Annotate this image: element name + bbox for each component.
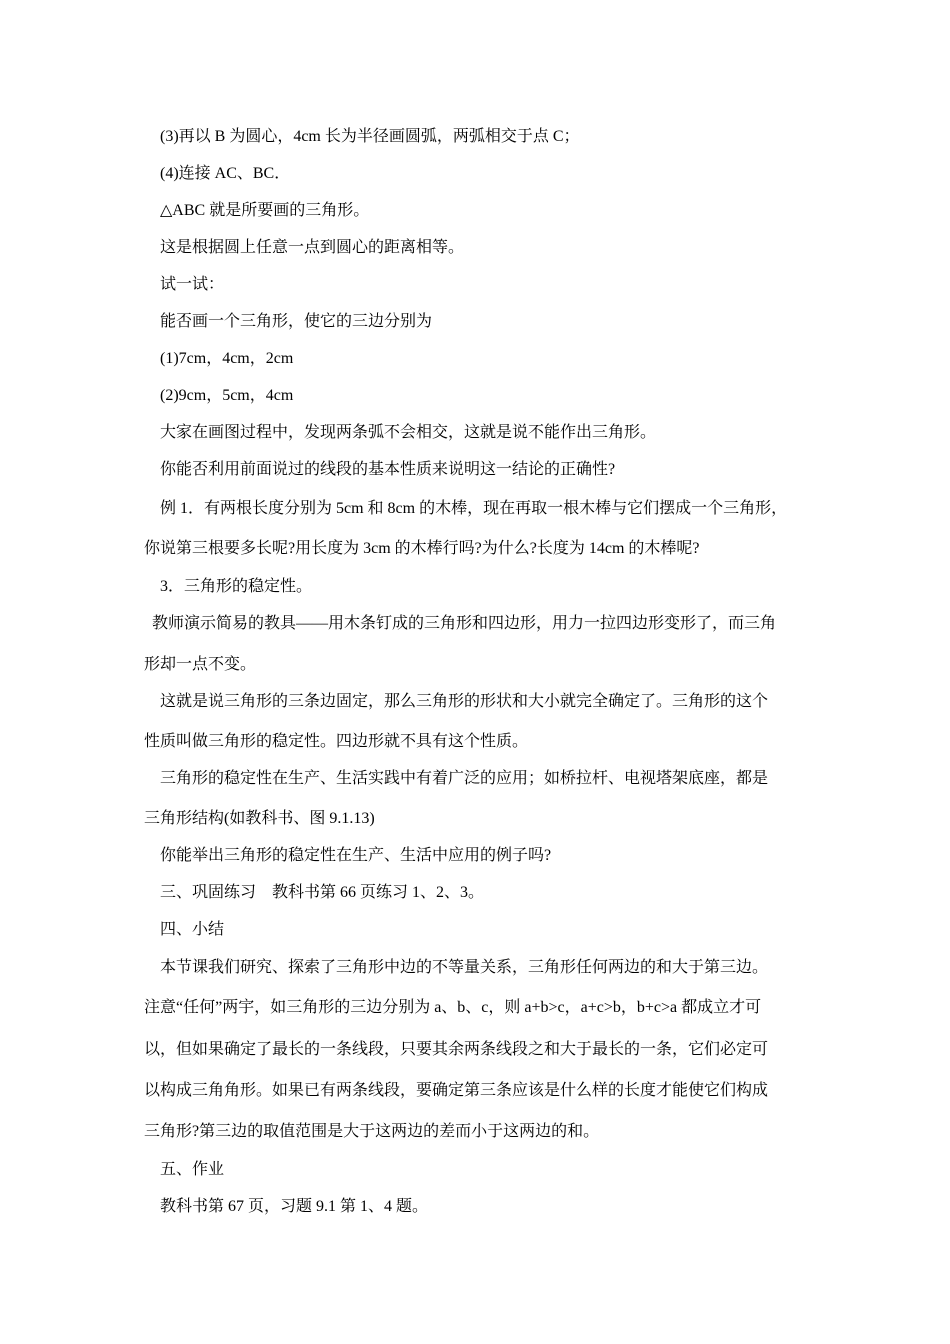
text-line: 你能举出三角形的稳定性在生产、生活中应用的例子吗? <box>160 847 552 864</box>
text-line: (3)再以 B 为圆心，4cm 长为半径画圆弧，两弧相交于点 C； <box>160 128 580 145</box>
text-line: (4)连接 AC、BC． <box>160 165 291 182</box>
text-line: △ABC 就是所要画的三角形。 <box>160 202 370 219</box>
section-heading: 五、作业 <box>160 1161 225 1178</box>
text-line: 注意“任何”两宇，如三角形的三边分别为 a、b、c，则 a+b>c，a+c>b，b+c>a 都成立才可 <box>144 999 762 1016</box>
text-line: 例 1．有两根长度分别为 5cm 和 8cm 的木棒，现在再取一根木棒与它们摆成一个三角形， <box>160 500 788 517</box>
text-line: 教师演示简易的教具——用木条钉成的三角形和四边形，用力一拉四边形变形了，而三角 <box>152 615 777 632</box>
text-line: 以，但如果确定了最长的一条线段，只要其余两条线段之和大于最长的一条，它们必定可 <box>144 1041 769 1058</box>
text-line: 形却一点不变。 <box>144 656 257 673</box>
text-line: 你说第三根要多长呢?用长度为 3cm 的木棒行吗?为什么?长度为 14cm 的木棒呢? <box>144 540 700 557</box>
text-line: 教科书第 67 页，习题 9.1 第 1、4 题。 <box>160 1198 429 1215</box>
text-line: 这就是说三角形的三条边固定，那么三角形的形状和大小就完全确定了。三角形的这个 <box>160 693 769 710</box>
text-line: 三角形?第三边的取值范围是大于这两边的差而小于这两边的和。 <box>144 1123 600 1140</box>
text-line: 这是根据圆上任意一点到圆心的距离相等。 <box>160 239 465 256</box>
text-line: 试一试： <box>160 276 225 293</box>
text-line: 三角形结构(如教科书、图 9.1.13) <box>144 810 375 827</box>
text-line: 三角形的稳定性在生产、生活实践中有着广泛的应用；如桥拉杆、电视塔架底座，都是 <box>160 770 769 787</box>
section-heading: 3．三角形的稳定性。 <box>160 578 313 595</box>
text-line: (1)7cm，4cm，2cm <box>160 350 294 367</box>
text-line: 你能否利用前面说过的线段的基本性质来说明这一结论的正确性? <box>160 461 616 478</box>
text-line: 大家在画图过程中，发现两条弧不会相交，这就是说不能作出三角形。 <box>160 424 657 441</box>
section-heading: 三、巩固练习 教科书第 66 页练习 1、2、3。 <box>160 884 485 901</box>
text-line: 以构成三角角形。如果已有两条线段，要确定第三条应该是什么样的长度才能使它们构成 <box>144 1082 769 1099</box>
text-line: 能否画一个三角形，使它的三边分别为 <box>160 313 433 330</box>
text-line: 性质叫做三角形的稳定性。四边形就不具有这个性质。 <box>144 733 529 750</box>
text-line: (2)9cm，5cm，4cm <box>160 387 294 404</box>
text-line: 本节课我们研究、探索了三角形中边的不等量关系，三角形任何两边的和大于第三边。 <box>160 959 769 976</box>
section-heading: 四、小结 <box>160 921 225 938</box>
